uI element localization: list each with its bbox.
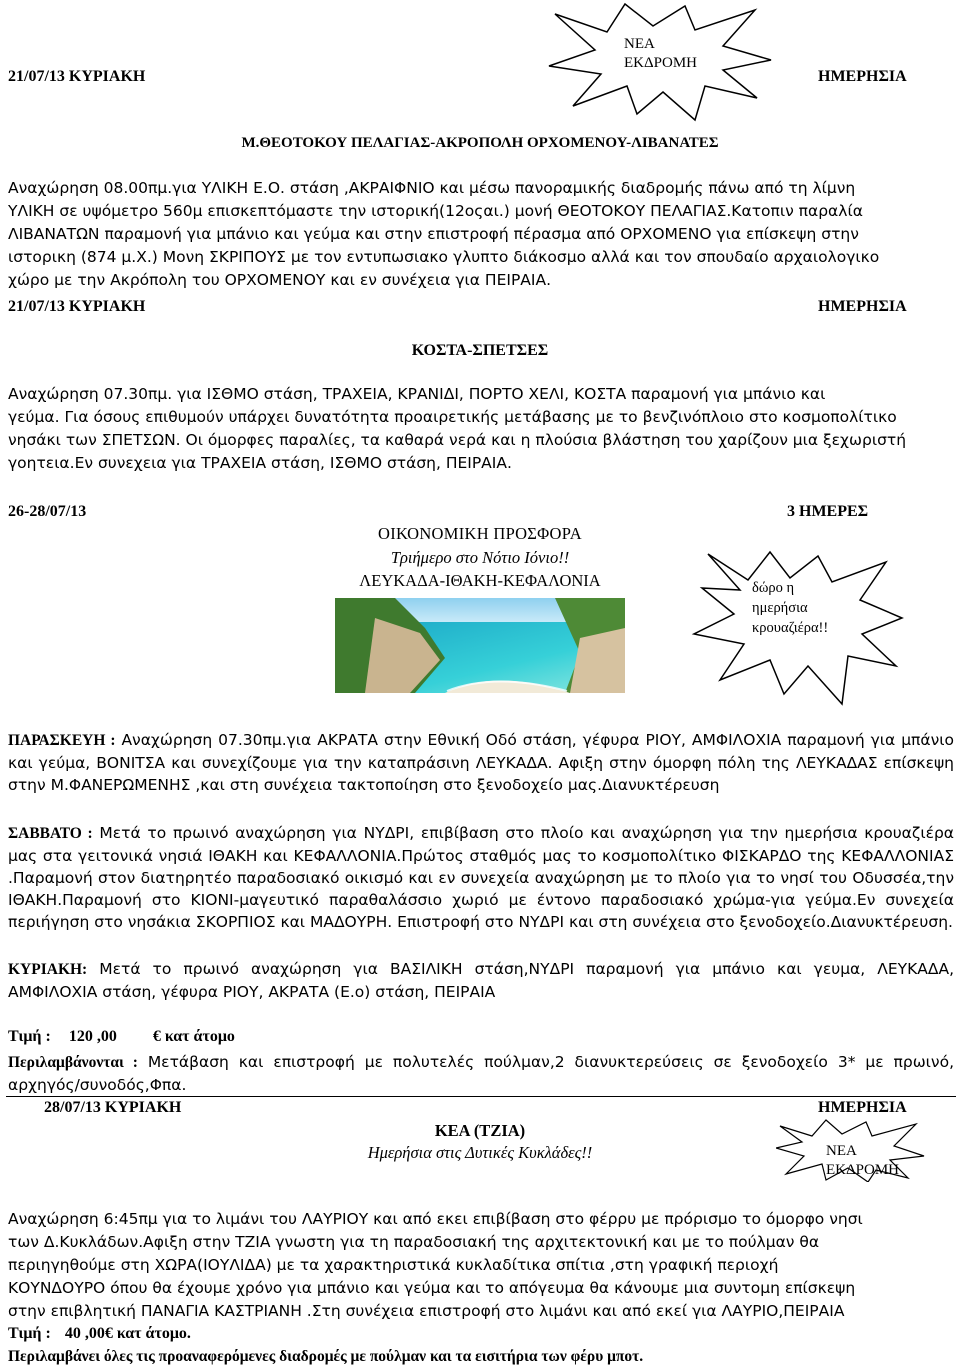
trip1-title: Μ.ΘΕΟΤΟΚΟΥ ΠΕΛΑΓΙΑΣ-ΑΚΡΟΠΟΛΗ ΟΡΧΟΜΕΝΟΥ-ΛΙΒΑΝΑΤΕΣ bbox=[241, 135, 719, 151]
trip3-friday bbox=[8, 729, 954, 796]
trip3-price bbox=[8, 1028, 235, 1046]
sunday-label: ΚΥΡΙΑΚΗ: bbox=[8, 961, 88, 978]
trip3-badge-line3: κρουαζιέρα!! bbox=[752, 620, 829, 636]
trip4-title: ΚΕΑ (ΤΖΙΑ) bbox=[434, 1121, 526, 1140]
price-label: Τιμή : bbox=[8, 1325, 51, 1342]
trip1-line-4: ιστορικη (874 μ.Χ.) Μονη ΣΚΡΙΠΟΥΣ με τον εντυπωσιακο γλυπτο διάκοσμο αλλά και τον σπουδαίο αρχαιολογικο bbox=[8, 248, 880, 266]
price-unit: € κατ άτομο bbox=[152, 1028, 235, 1045]
trip2-date: 21/07/13 ΚΥΡΙΑΚΗ bbox=[8, 298, 146, 315]
trip4-badge-line2: ΕΚΔΡΟΜΗ bbox=[826, 1162, 899, 1178]
trip4-line-5: στην επιβλητική ΠΑΝΑΓΙΑ ΚΑΣΤΡΙΑΝΗ .Στη συνέχεια επιστροφή στο λιμάνι και από εκεί για ΛΑΥΡΙΟ,ΠΕΙΡΑΙΑ bbox=[8, 1302, 845, 1320]
trip1-line-2: ΥΛΙΚΗ σε υψόμετρο 560μ επισκεπτόμαστε την ιστορική(12οςαι.) μονή ΘΕΟΤΟΚΟΥ ΠΕΛΑΓΙΑΣ.Κατοπιν παραλία bbox=[8, 202, 863, 220]
trip2-line-4: γοητεια.Εν συνεχεια για ΤΡΑΧΕΙΑ στάση, ΙΣΘΜΟ στάση, ΠΕΙΡΑΙΑ. bbox=[8, 454, 512, 472]
trip4-badge-line1: ΝΕΑ bbox=[826, 1143, 857, 1159]
trip4-line-1: Αναχώρηση 6:45πμ για το λιμάνι του ΛΑΥΡΙΟΥ και από εκει επιβίβαση στο φέρρυ με πρόρισμο το όμορφο νησι bbox=[8, 1210, 863, 1228]
price-text: 40 ,00€ κατ άτομο. bbox=[64, 1325, 191, 1342]
trip2-title: ΚΟΣΤΑ-ΣΠΕΤΣΕΣ bbox=[411, 342, 549, 359]
trip1-badge-line2: ΕΚΔΡΟΜΗ bbox=[624, 55, 697, 71]
trip1-badge-line1: ΝΕΑ bbox=[624, 36, 655, 52]
trip3-sunday bbox=[8, 958, 954, 1003]
trip2-line-3: νησάκι των ΣΠΕΤΣΩΝ. Οι όμορφες παραλίες, τα καθαρά νερά και η πλούσια βλάστηση του χαρίζουν μια ξεχωριστή bbox=[8, 431, 907, 449]
trip3-badge-line2: ημερήσια bbox=[752, 600, 808, 616]
trip3-badge-line1: δώρο η bbox=[752, 580, 795, 596]
saturday-label: ΣΑΒΒΑΤΟ : bbox=[8, 825, 93, 842]
trip4-line-2: των Δ.Κυκλάδων.Αφιξη στην ΤΖΙΑ γνωστη για τη παραδοσιακή της αρχιτεκτονική και με το πούλμαν θα bbox=[8, 1233, 820, 1251]
trip3-saturday bbox=[8, 822, 954, 933]
trip1-line-5: χώρο με την Ακρόπολη του ΟΡΧΟΜΕΝΟΥ και εν συνέχεια για ΠΕΙΡΑΙΑ. bbox=[8, 271, 551, 289]
trip4-price bbox=[8, 1325, 191, 1343]
trip3-duration: 3 ΗΜΕΡΕΣ bbox=[787, 503, 869, 520]
price-value: 120 ,00 bbox=[68, 1028, 117, 1045]
friday-text: Αναχώρηση 07.30πμ.για ΑΚΡΑΤΑ στην Εθνική Οδό στάση, γέφυρα ΡΙΟΥ, ΑΜΦΙΛΟΧΙΑ παραμονή για μπάνιο και γεύμα, ΒΟΝΙΤΣΑ και συνεχίζουμε για την καταπράσινη ΛΕΥΚΑΔΑ. Αφιξη στην όμορφη πόλη της ΛΕΥΚΑΔΑΣ επίσκεψη στην Μ.ΦΑΝΕΡΩΜΕΝΗΣ ,και στη συνέχεια τακτοποίηση στο ξενοδοχείο μας.Διανυκτέρευση bbox=[8, 731, 954, 795]
section-divider bbox=[6, 1096, 956, 1097]
sunday-text: Μετά το πρωινό αναχώρηση για ΒΑΣΙΛΙΚΗ στάση,ΝΥΔΡΙ παραμονή για μπάνιο και γευμα, ΛΕΥΚΑΔΑ, ΑΜΦΙΛΟΧΙΑ στάση, γέφυρα ΡΙΟΥ, ΑΚΡΑΤΑ (Ε.ο) στάση, ΠΕΙΡΑΙΑ bbox=[8, 960, 954, 1002]
trip2-duration: ΗΜΕΡΗΣΙΑ bbox=[818, 298, 907, 315]
trip3-date: 26-28/07/13 bbox=[8, 503, 87, 520]
beach-photo bbox=[335, 598, 625, 693]
trip4-subtitle: Ημερήσια στις Δυτικές Κυκλάδες!! bbox=[367, 1143, 593, 1162]
trip3-offer: ΟΙΚΟΝΟΜΙΚΗ ΠΡΟΣΦΟΡΑ bbox=[378, 524, 582, 543]
trip1-date: 21/07/13 ΚΥΡΙΑΚΗ bbox=[8, 68, 146, 85]
includes-label: Περιλαμβάνονται : bbox=[8, 1054, 138, 1071]
trip3-subtitle: Τριήμερο στο Νότιο Ιόνιο!! bbox=[390, 548, 570, 567]
trip3-includes bbox=[8, 1051, 954, 1096]
trip2-line-1: Αναχώρηση 07.30πμ. για ΙΣΘΜΟ στάση, ΤΡΑΧΕΙΑ, ΚΡΑΝΙΔΙ, ΠΟΡΤΟ ΧΕΛΙ, ΚΟΣΤΑ παραμονή για μπάνιο και bbox=[8, 385, 826, 403]
trip4-includes: Περιλαμβάνει όλες τις προαναφερόμενες διαδρομές με πούλμαν και τα εισιτήρια των φέρυ μποτ. bbox=[8, 1348, 644, 1365]
trip4-line-4: ΚΟΥΝΔΟΥΡΟ όπου θα έχουμε χρόνο για μπάνιο και γεύμα και το απόγευμα θα κάνουμε μια συντομη επίσκεψη bbox=[8, 1279, 856, 1297]
trip2-line-2: γεύμα. Για όσους επιθυμούν υπάρχει δυνατότητα προαιρετικής μετάβασης με το βενζινόπλοιο στο κοσμοπολίτικο bbox=[8, 408, 897, 426]
trip1-line-3: ΛΙΒΑΝΑΤΩΝ παραμονή για μπάνιο και γεύμα και στην επιστροφή πέρασμα από ΟΡΧΟΜΕΝΟ για επίσκεψη στην bbox=[8, 225, 859, 243]
saturday-text: Μετά το πρωινό αναχώρηση για ΝΥΔΡΙ, επιβίβαση στο πλοίο και αναχώρηση για την ημερήσια κρουαζιέρα μας στα γειτονικά νησιά ΙΘΑΚΗ και ΚΕΦΑΛΛΟΝΙΑ.Πρώτος σταθμός μας το κοσμοπολίτικο ΦΙΣΚΑΡΔΟ της ΚΕΦΑΛΛΟΝΙΑΣ .Παραμονή στον διατηρητέο παραδοσιακό οικισμό και εν συνεχεία αναχώρηση με το πλοίο για το νησί του Οδυσσέα,την ΙΘΑΚΗ.Παραμονή στο ΚΙΟΝΙ-μαγευτικό παραθαλάσσιο χωριό με έντονο παραδοσιακό χρώμα-για γεύμα.Εν συνεχεία περιήγηση στο νησάκια ΣΚΟΡΠΙΟΣ και ΜΑΔΟΥΡΗ. Επιστροφή στο ΝΥΔΡΙ και στη συνέχεια στο ξενοδοχείο.Διανυκτέρευση. bbox=[8, 824, 955, 932]
trip1-duration: ΗΜΕΡΗΣΙΑ bbox=[818, 68, 907, 85]
trip4-line-3: περιηγηθούμε στη ΧΩΡΑ(ΙΟΥΛΙΔΑ) με τα χαρακτηριστικά κυκλαδίτικα σπίτια ,στη γραφική περιοχή bbox=[8, 1256, 779, 1274]
trip4-date: 28/07/13 ΚΥΡΙΑΚΗ bbox=[44, 1099, 182, 1116]
price-label: Τιμή : bbox=[8, 1028, 51, 1045]
friday-label: ΠΑΡΑΣΚΕΥΗ : bbox=[8, 732, 116, 749]
includes-text: Μετάβαση και επιστροφή με πολυτελές πούλμαν,2 διανυκτερεύσεις σε ξενοδοχείο 3* με πρωινό, αρχηγός/συνοδός,Φπα. bbox=[8, 1053, 954, 1095]
trip4-duration: ΗΜΕΡΗΣΙΑ bbox=[818, 1099, 907, 1116]
trip3-title: ΛΕΥΚΑΔΑ-ΙΘΑΚΗ-ΚΕΦΑΛΟΝΙΑ bbox=[359, 571, 601, 590]
trip1-line-1: Αναχώρηση 08.00πμ.για ΥΛΙΚΗ Ε.Ο. στάση ,ΑΚΡΑΙΦΝΙΟ και μέσω πανοραμικής διαδρομής πάνω από τη λίμνη bbox=[8, 179, 856, 197]
